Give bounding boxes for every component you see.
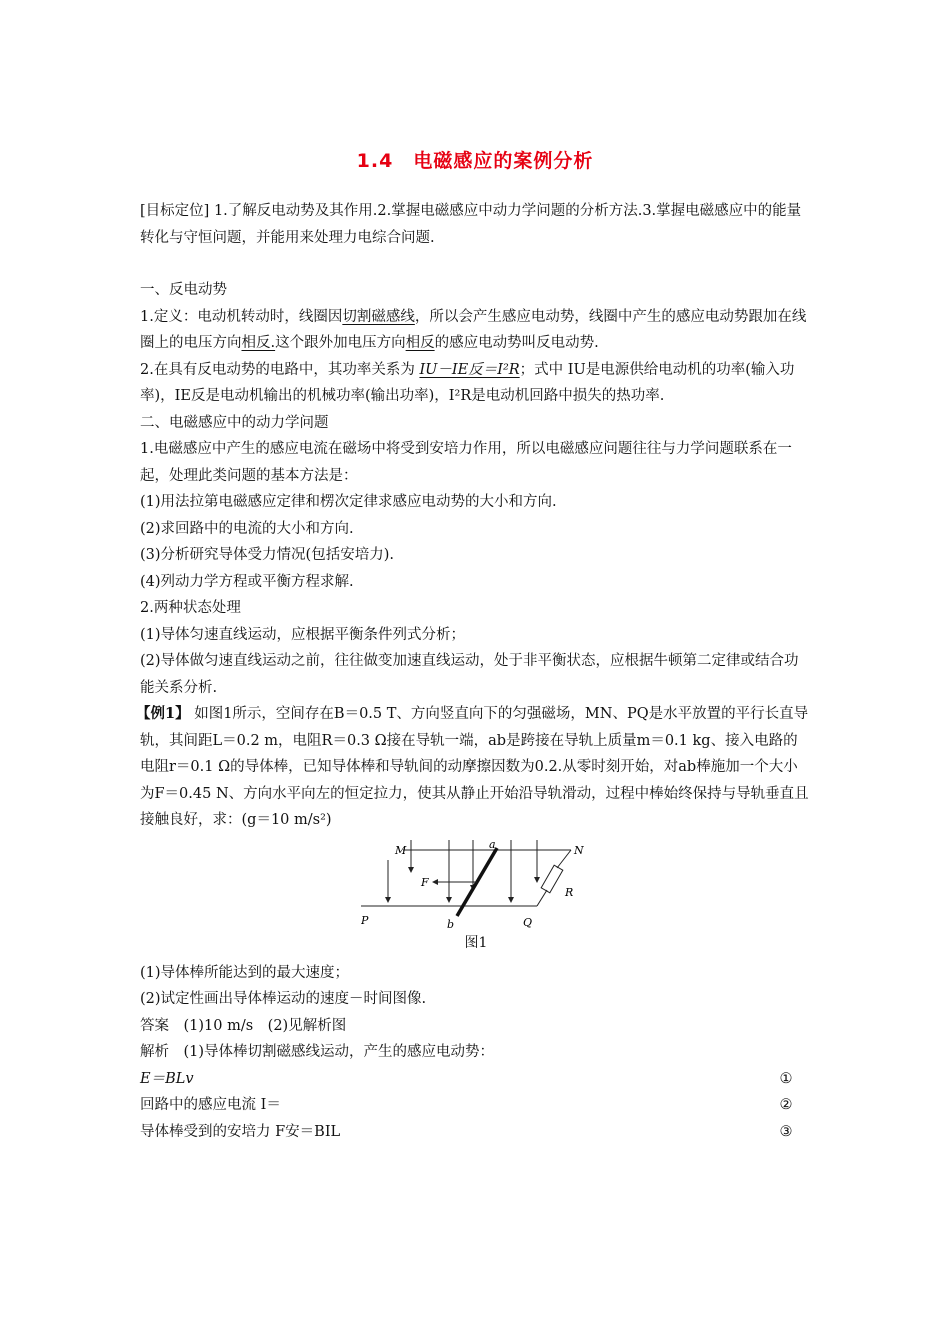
section1-heading: 一、反电动势 <box>140 282 227 298</box>
question-item: (2)试定性画出导体棒运动的速度－时间图像. <box>140 991 427 1007</box>
step-item: (1)用法拉第电磁感应定律和楞次定律求感应电动势的大小和方向. <box>140 494 557 510</box>
equation-text: 导体棒受到的安培力 F安＝BIL <box>140 1123 341 1140</box>
label-P: P <box>361 913 369 927</box>
section1-item1: 1.定义：电动机转动时，线圈因切割磁感线，所以会产生感应电动势，线圈中产生的感应电动势跟加在线圈上的电压方向相反.这个跟外加电压方向相反的感应电动势叫反电动势. <box>140 308 807 351</box>
page-title: 1.4 电磁感应的案例分析 <box>356 150 594 172</box>
equation-number: ③ <box>779 1123 793 1140</box>
label-a: a <box>489 839 496 851</box>
objective-paragraph <box>140 198 812 251</box>
resistor-R <box>541 865 563 893</box>
equation-text: E＝BLv <box>140 1070 194 1087</box>
step-item: (3)分析研究导体受力情况(包括安培力). <box>140 547 394 563</box>
label-Q: Q <box>523 915 533 929</box>
example-text: 如图1所示，空间存在B＝0.5 T、方向竖直向下的匀强磁场，MN、PQ是水平放置的平行长直导轨，其间距L＝0.2 m，电阻R＝0.3 Ω接在导轨一端，ab是跨接在导轨上质量m＝0.1 kg、接入电路的电阻r＝0.1 Ω的导体棒，已知导体棒和导轨间的动摩擦因数为0.2.从零时刻开始，对ab棒施加一个大小为F＝0.45 N、方向水平向左的恒定拉力，使其从静止开始沿导轨滑动，过程中棒始终保持与导轨垂直且接触良好，求：(g＝10 m/s²) <box>140 706 809 828</box>
label-F: F <box>421 875 429 889</box>
label-R: R <box>565 885 574 899</box>
section2-p1: 1.电磁感应中产生的感应电流在磁场中将受到安培力作用，所以电磁感应问题往往与力学问题联系在一起，处理此类问题的基本方法是： <box>140 441 792 484</box>
equation-row <box>140 1092 812 1119</box>
objective-label: [目标定位] <box>140 203 210 219</box>
step-item: (4)列动力学方程或平衡方程求解. <box>140 573 354 590</box>
label-N: N <box>574 843 584 857</box>
section2-p2: 2.两种状态处理 <box>140 600 241 616</box>
label-M: M <box>395 843 407 857</box>
underlined-term: 切割磁感线 <box>342 308 415 325</box>
figure-1 <box>140 840 812 954</box>
label-b: b <box>447 917 455 931</box>
equation-text: 回路中的感应电流 I＝ <box>140 1097 281 1113</box>
equation-number: ② <box>779 1097 793 1113</box>
example-label: 【例1】 <box>136 705 190 722</box>
figure-caption: 图1 <box>464 934 488 951</box>
state-item: (1)导体匀速直线运动，应根据平衡条件列式分析； <box>140 626 466 643</box>
objective-text: 1.了解反电动势及其作用.2.掌握电磁感应中动力学问题的分析方法.3.掌握电磁感应中的能量转化与守恒问题，并能用来处理力电综合问题. <box>140 203 802 246</box>
step-item: (2)求回路中的电流的大小和方向. <box>140 520 354 537</box>
example-paragraph <box>136 701 812 834</box>
power-formula: IU－IE反＝I²R <box>419 361 520 378</box>
underlined-term: 相反. <box>241 335 276 351</box>
state-item: (2)导体做匀速直线运动之前，往往做变加速直线运动，处于非平衡状态，应根据牛顿第二定律或结合功能关系分析. <box>140 653 799 696</box>
equation-row <box>140 1119 812 1146</box>
question-item: (1)导体棒所能达到的最大速度； <box>140 964 350 981</box>
section2-heading: 二、电磁感应中的动力学问题 <box>140 414 329 431</box>
analysis-line: 解析 (1)导体棒切割磁感线运动，产生的感应电动势： <box>140 1044 495 1060</box>
section1-item2: 2.在具有反电动势的电路中，其功率关系为 IU－IE反＝I²R；式中 IU是电源供给电动机的功率(输入功率)，IE反是电动机输出的机械功率(输出功率)，I²R是电动机回路中损失的热功率. <box>140 361 795 404</box>
document-body <box>136 198 812 1145</box>
answer-line: 答案 (1)10 m/s (2)见解析图 <box>140 1017 347 1034</box>
underlined-term: 相反 <box>405 335 435 351</box>
equation-row <box>140 1066 812 1093</box>
rail-diagram <box>361 840 591 932</box>
equation-number: ① <box>779 1070 793 1087</box>
